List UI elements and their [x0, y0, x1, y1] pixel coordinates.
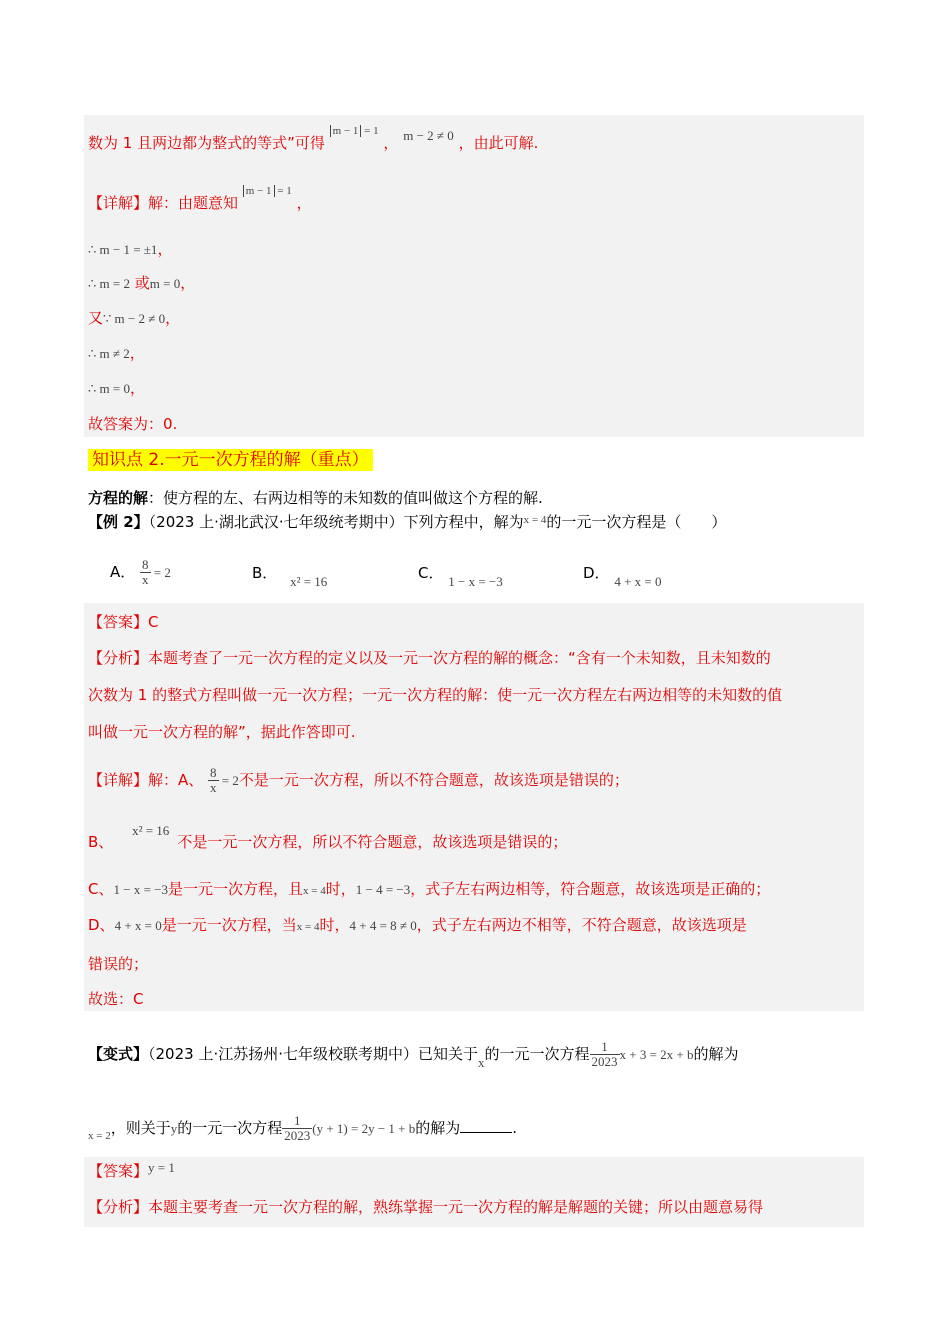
math-expr: x² = 16	[132, 823, 170, 838]
block2-analysis-1	[88, 647, 771, 669]
final-answer: 故答案为：0.	[88, 415, 178, 433]
block1-line2	[88, 185, 312, 216]
block1-line8	[88, 413, 177, 435]
math-expr: (y + 1) = 2y − 1 + b	[312, 1121, 416, 1136]
denominator: x	[210, 780, 217, 795]
text: 又	[88, 309, 104, 327]
block2-answer	[88, 611, 158, 633]
text: ，	[165, 309, 181, 327]
math-expr: 4 + x = 0	[114, 918, 162, 933]
text: D、	[88, 916, 115, 934]
knowledge-title	[88, 449, 373, 471]
text: （2023 上·江苏扬州·七年级校联考期中）已知关于	[148, 1045, 478, 1063]
math-expr: ∵ m − 2 ≠ 0	[103, 311, 166, 326]
text: ，由此可解.	[458, 134, 539, 152]
detail-label: 【详解】解：由题意知	[88, 194, 239, 212]
text: ，	[180, 274, 196, 292]
math-expr: x² = 16	[290, 574, 328, 589]
block3-answer	[88, 1160, 175, 1183]
block2-detail-d-cont	[88, 953, 148, 975]
abs-rhs: = 1	[361, 125, 379, 137]
math-expr: y = 1	[148, 1160, 175, 1175]
math-expr: 4 + 4 = 8 ≠ 0	[349, 918, 417, 933]
block1-line7	[88, 377, 145, 400]
highlighted-heading: 知识点 2.一元一次方程的解（重点）	[88, 449, 373, 471]
option-b	[252, 562, 328, 589]
block2-choose	[88, 988, 143, 1010]
option-d	[583, 562, 662, 589]
math-expr: x = 2	[88, 1130, 111, 1142]
block2-analysis-3	[88, 721, 356, 743]
math-expr: ∴ m = 2	[88, 276, 130, 291]
fraction	[282, 1114, 312, 1143]
detail-label: 【详解】解：A、	[88, 771, 204, 789]
block1-line3	[88, 238, 172, 261]
abs-eq	[243, 185, 292, 197]
text: 数为 1 且两边都为整式的等式”可得	[88, 134, 325, 152]
analysis-text: 叫做一元一次方程的解”，据此作答即可.	[88, 723, 356, 741]
text: 的一元一次方程	[177, 1119, 283, 1137]
numerator: 1	[282, 1114, 312, 1129]
text: ，式子左右两边不相等，不符合题意，故该选项是	[416, 916, 747, 934]
option-letter: D．	[583, 564, 610, 582]
numerator: 8	[142, 557, 149, 572]
text: ，	[296, 194, 312, 212]
analysis-text: 次数为 1 的整式方程叫做一元一次方程；一元一次方程的解：使一元一次方程左右两边相等的未知数的值	[88, 686, 783, 704]
fraction	[140, 558, 151, 587]
text: ，	[129, 344, 145, 362]
example2-stem	[88, 511, 726, 535]
math-expr: m = 0	[149, 276, 181, 291]
final-answer: 故选：C	[88, 990, 144, 1008]
text: 的一元一次方程	[484, 1045, 590, 1063]
text: 时，	[319, 916, 350, 934]
denominator: 2023	[284, 1128, 311, 1143]
abs-rhs: = 1	[274, 185, 292, 197]
variant-line1	[88, 1040, 739, 1069]
text: 不是一元一次方程，所以不符合题意，故该选项是错误的；	[238, 771, 629, 789]
example-label: 【例 2】	[88, 513, 149, 531]
math-expr: m − 2 ≠ 0	[403, 128, 454, 143]
abs-expr: m − 1	[243, 185, 275, 197]
block2-detail-c	[88, 878, 770, 902]
example-source: （2023 上·湖北武汉·七年级统考期中）下列方程中，解为	[148, 513, 524, 531]
math-expr: = 2	[150, 565, 171, 580]
numerator: 8	[210, 765, 217, 780]
block1-line6	[88, 342, 145, 365]
text: ，	[383, 134, 399, 152]
denominator: 2023	[591, 1054, 618, 1069]
option-letter: A．	[110, 563, 136, 581]
math-expr: ∴ m − 1 = ±1	[88, 242, 158, 257]
text: 的一元一次方程是（ ）	[546, 513, 727, 531]
math-expr: 1 − x = −3	[113, 882, 168, 897]
math-expr: x + 3 = 2x + b	[619, 1047, 694, 1062]
math-var: x	[478, 1055, 485, 1070]
block1-line5	[88, 307, 180, 330]
math-expr: ∴ m = 0	[88, 381, 130, 396]
math-expr: x = 4	[523, 514, 547, 526]
definition-term: 方程的解	[88, 489, 149, 507]
block2-detail-b	[88, 823, 568, 854]
answer-text: 【答案】C	[88, 613, 159, 631]
text: ，	[129, 379, 145, 397]
variant-line2	[88, 1114, 517, 1143]
block2-analysis-2	[88, 684, 782, 706]
text: ，式子左右两边相等，符合题意，故该选项是正确的；	[410, 880, 771, 898]
abs-eq	[330, 125, 379, 137]
answer-blank[interactable]	[460, 1118, 512, 1133]
text: ，则关于	[110, 1119, 171, 1137]
math-expr: 1 − x = −3	[448, 574, 503, 589]
math-expr: = 2	[218, 773, 239, 788]
block1-line4	[88, 272, 195, 295]
block3-analysis	[88, 1196, 763, 1218]
block1-line1	[88, 125, 539, 156]
text: .	[512, 1119, 518, 1137]
text: B、	[88, 833, 114, 851]
math-var: y	[170, 1121, 178, 1136]
text: 是一元一次方程，且	[167, 880, 303, 898]
text: 时，	[325, 880, 356, 898]
text: 的解为	[693, 1045, 739, 1063]
option-letter: C．	[418, 564, 444, 582]
text: 或	[134, 274, 150, 292]
numerator: 1	[590, 1040, 620, 1055]
option-letter: B．	[252, 564, 278, 582]
math-expr: x = 4	[303, 885, 326, 897]
text: 不是一元一次方程，所以不符合题意，故该选项是错误的；	[177, 833, 568, 851]
math-expr: x = 4	[296, 921, 320, 933]
option-a	[110, 558, 171, 587]
definition-line	[88, 487, 543, 509]
text: 是一元一次方程，当	[161, 916, 297, 934]
text: ，	[157, 240, 173, 258]
analysis-text: 【分析】本题主要考查一元一次方程的解，熟练掌握一元一次方程的解是解题的关键；所以由题意易得	[88, 1198, 764, 1216]
answer-label: 【答案】	[88, 1162, 149, 1180]
variant-label: 【变式】	[88, 1045, 149, 1063]
fraction	[590, 1040, 620, 1069]
definition-text: ：使方程的左、右两边相等的未知数的值叫做这个方程的解.	[148, 489, 543, 507]
math-expr: 1 − 4 = −3	[355, 882, 411, 897]
text: 的解为	[415, 1119, 461, 1137]
denominator: x	[142, 572, 149, 587]
abs-expr: m − 1	[330, 125, 362, 137]
math-expr: 4 + x = 0	[614, 574, 662, 589]
analysis-text: 【分析】本题考查了一元一次方程的定义以及一元一次方程的解的概念：“含有一个未知数，且未知数的	[88, 649, 771, 667]
math-expr: ∴ m ≠ 2	[88, 346, 130, 361]
block2-detail-d	[88, 914, 747, 938]
option-c	[418, 562, 503, 589]
solution-block-1	[84, 115, 864, 437]
text: C、	[88, 880, 114, 898]
fraction	[208, 766, 219, 795]
text: 错误的；	[88, 955, 149, 973]
block2-detail-a	[88, 766, 629, 795]
